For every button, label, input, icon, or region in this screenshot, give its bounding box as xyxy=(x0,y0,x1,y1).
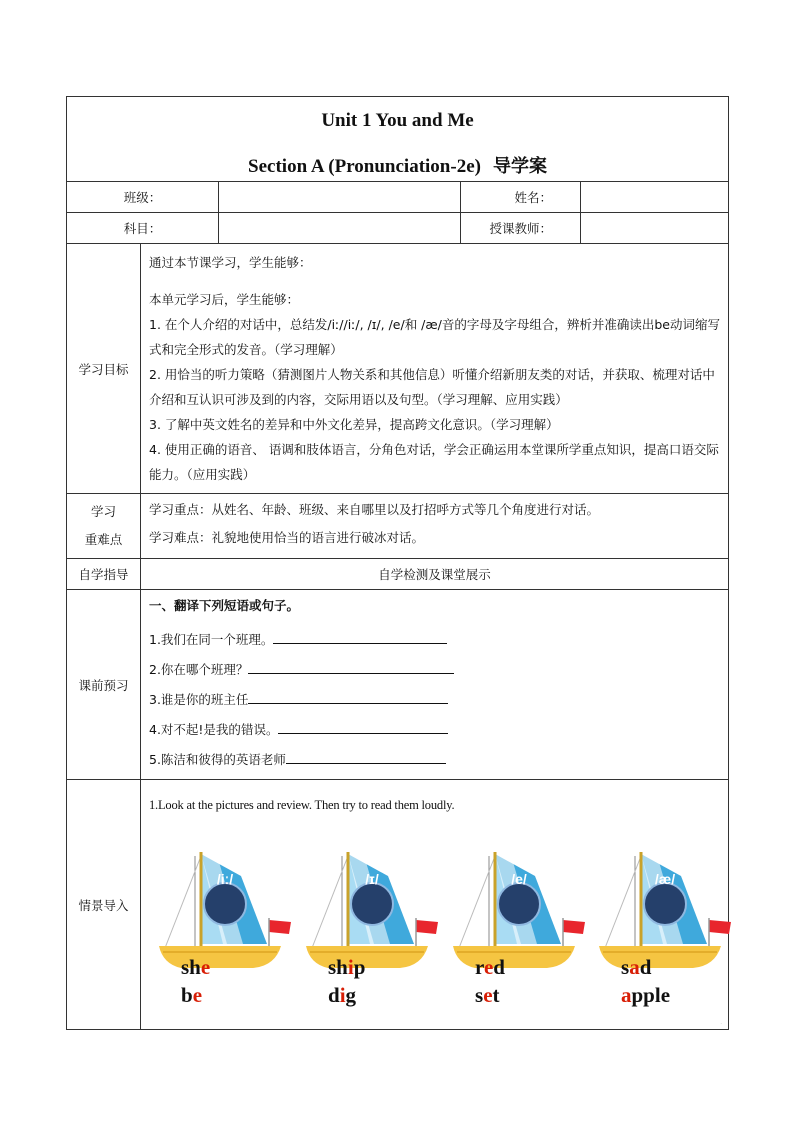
example-words xyxy=(621,953,741,1009)
subject-label: 科目： xyxy=(67,213,219,244)
keypoints-label xyxy=(67,494,141,559)
phoneme-label: /æ/ xyxy=(654,871,676,887)
goals-intro: 通过本节课学习，学生能够： xyxy=(149,255,312,270)
name-field[interactable] xyxy=(581,182,729,213)
goal-item: 1. 在个人介绍的对话中，总结发/iː//iː/, /ɪ/, /e/和 /æ/音的字母及字母组合，辨析并准确读出be动词缩写式和完全形式的发音。（学习理解） xyxy=(149,317,720,357)
title-suffix: 导学案 xyxy=(492,156,547,177)
phoneme-label: /iː/ xyxy=(216,871,234,887)
difficult-point: 学习难点：礼貌地使用恰当的语言进行破冰对话。 xyxy=(149,530,425,545)
keypoints-label-line2: 重难点 xyxy=(84,532,123,547)
guide-content: 自学检测及课堂展示 xyxy=(141,559,729,590)
keypoints-label-line1: 学习 xyxy=(90,504,116,519)
example-word: sad xyxy=(621,955,652,979)
example-words xyxy=(328,953,448,1009)
class-label: 班级： xyxy=(67,182,219,213)
example-word: apple xyxy=(621,983,671,1007)
example-word: red xyxy=(475,955,505,979)
example-word: she xyxy=(181,955,211,979)
goal-item: 4. 使用正确的语音、 语调和肢体语言，分角色对话，学会正确运用本堂课所学重点知识，提高口语交际能力。（应用实践） xyxy=(149,442,719,482)
preview-item: 2.你在哪个班理？ xyxy=(149,659,720,680)
example-word: dig xyxy=(328,983,357,1007)
teacher-field[interactable] xyxy=(581,213,729,244)
phoneme-label: /ɪ/ xyxy=(365,871,379,887)
preview-heading: 一、翻译下列短语或句子。 xyxy=(149,598,300,613)
example-word: ship xyxy=(328,955,366,979)
title-cell xyxy=(67,97,729,182)
preview-item: 5.陈洁和彼得的英语老师 xyxy=(149,749,720,770)
preview-content xyxy=(141,590,729,780)
answer-blank[interactable] xyxy=(248,689,448,704)
goals-intro2: 本单元学习后，学生能够： xyxy=(149,292,300,307)
scene-label: 情景导入 xyxy=(67,780,141,1030)
class-field[interactable] xyxy=(219,182,461,213)
phoneme-label: /e/ xyxy=(511,871,527,887)
answer-blank[interactable] xyxy=(286,749,446,764)
page-title: Unit 1 You and Me xyxy=(321,110,474,131)
goal-item: 3. 了解中英文姓名的差异和中外文化差异，提高跨文化意识。（学习理解） xyxy=(149,417,559,432)
goals-label: 学习目标 xyxy=(67,244,141,494)
example-words xyxy=(181,953,301,1009)
answer-blank[interactable] xyxy=(273,629,447,644)
answer-blank[interactable] xyxy=(278,719,448,734)
page-subtitle xyxy=(67,152,728,178)
guide-label: 自学指导 xyxy=(67,559,141,590)
worksheet-table xyxy=(66,96,729,1030)
example-words xyxy=(475,953,595,1009)
answer-blank[interactable] xyxy=(248,659,454,674)
keypoints-content xyxy=(141,494,729,559)
worksheet xyxy=(66,96,728,1030)
preview-item: 4.对不起!是我的错误。 xyxy=(149,719,720,740)
preview-item: 1.我们在同一个班理。 xyxy=(149,629,720,650)
scene-instruction: 1.Look at the pictures and review. Then try to read them loudly. xyxy=(149,798,455,812)
watermark: · xyxy=(720,1021,723,1027)
preview-item: 3.谁是你的班主任 xyxy=(149,689,720,710)
preview-label: 课前预习 xyxy=(67,590,141,780)
subject-field[interactable] xyxy=(219,213,461,244)
goals-content xyxy=(141,244,729,494)
goal-item: 2. 用恰当的听力策略（猜测图片人物关系和其他信息）听懂介绍新朋友类的对话，并获取、梳理对话中介绍和互认识可涉及到的内容，交际用语以及句型。（学习理解、应用实践） xyxy=(149,367,715,407)
scene-content xyxy=(141,780,729,1030)
example-word: be xyxy=(181,983,203,1007)
name-label: 姓名： xyxy=(461,182,581,213)
teacher-label: 授课教师： xyxy=(461,213,581,244)
example-word: set xyxy=(475,983,500,1007)
boat-illustrations xyxy=(149,813,720,1007)
section-title: Section A (Pronunciation-2e) xyxy=(248,156,481,177)
key-point: 学习重点：从姓名、年龄、班级、来自哪里以及打招呼方式等几个角度进行对话。 xyxy=(149,502,600,517)
